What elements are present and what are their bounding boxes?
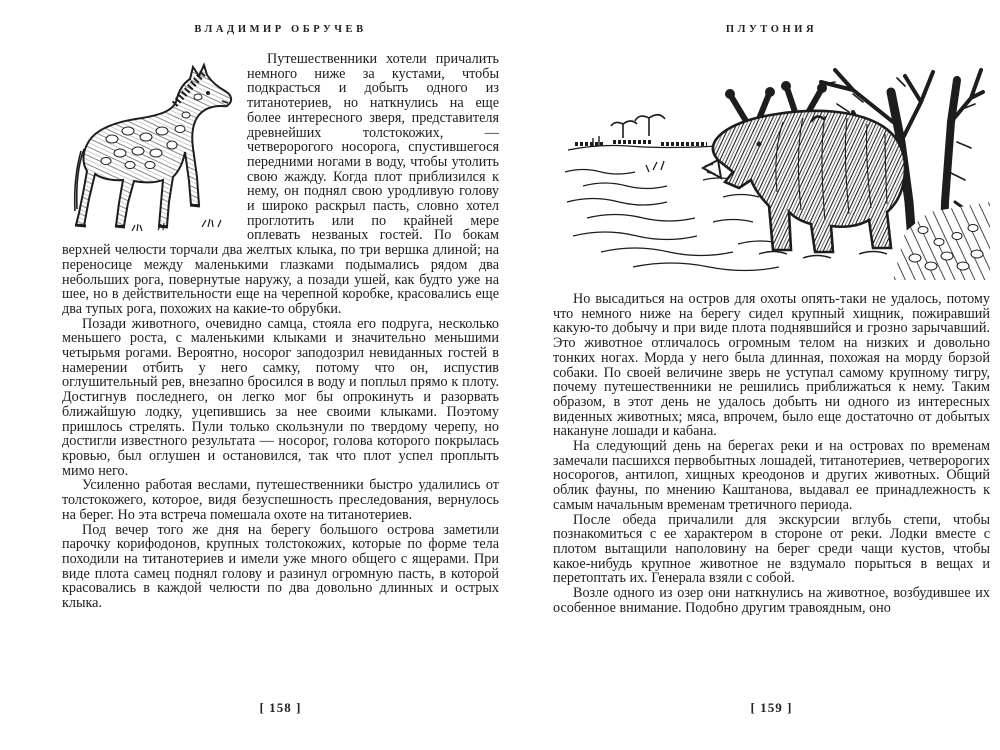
paragraph: Но высадиться на остров для охоты опять-таки не удалось, потому что немного ниже на берегу сидел крупный хищник, пожиравший какую-то добычу и при виде плота поднявшийся и грозно зарычавший. Это животное отличалось огромным телом на низких и довольно тонких ногах. Морда у него была длинная, похожая на морду борзой собаки. По своей величине зверь не уступал самому крупному тигру, почему путешественники не решились приближаться к нему. Таким образом, в этот день не удалось добыть ни одного из интересных виденных животных; мяса, впрочем, было еще достаточно от добытых накануне лошади и кабана.	[553, 291, 990, 440]
paragraph: Усиленно работая веслами, путешественники быстро удалились от толстокожего, которое, видя безуспешность преследования, вернулось на берег. Но эта встреча помешала охоте на титанотериев.	[62, 477, 499, 523]
paragraph: Путешественники хотели причалить немного ниже за кустами, чтобы подкрасться и добыть одного из титанотериев, но наткнулись на еще более интересного зверя, представителя древнейших толстокожих, — четверорогого носорога, спустившегося передними ногами в воду, чтобы утолить свою жажду. Когда плот приблизился к нему, он поднял свою уродливую голову и широко раскрыл пасть, словно хотел проглотить или по крайней мере оплевать незваных гостей. По бокам верхней челюсти торчали два желтых клыка, по три вершка длиной; на переносице между маленькими глазками подымались рядом два небольших рога, повернутые наружу, а позади ушей, как будто уже на шее, но в действительности еще на черепной коробке, красовались еще два тупых рога, похожих на какие-то обрубки.	[62, 51, 499, 317]
running-header-title: ПЛУТОНИЯ	[725, 24, 818, 35]
paragraph: После обеда причалили для экскурсии вглубь степи, чтобы познакомиться с ее характером в стороне от реки. Лодки вместе с плотом вытащили наполовину на берег среди чащи кустов, чтобы какое-нибудь крупное животное не вздумало порыться в вещах и перетоптать их. Генерала взяли с собой.	[553, 511, 990, 587]
rhinoceros-illustration	[553, 52, 990, 280]
horse-illustration	[62, 53, 238, 235]
page-number-left: [ 158 ]	[259, 700, 302, 715]
running-header-author: ВЛАДИМИР ОБРУЧЕВ	[194, 24, 367, 35]
paragraph: На следующий день на берегах реки и на островах по временам замечали пасшихся первобытных лошадей, титанотериев, четверорогих носорогов, антилоп, хищных креодонов и других животных. Общий облик фауны, по мнению Каштанова, выдавал ее принадлежность к самым начальным временам третичного периода.	[553, 438, 990, 513]
page-number-right: [ 159 ]	[750, 700, 793, 715]
paragraph: Возле одного из озер они наткнулись на животное, возбудившее их особенное внимание. Подобно другим травоядным, оно	[553, 585, 990, 616]
right-text-block	[553, 292, 990, 615]
left-text-block	[62, 52, 499, 611]
page-159	[500, 0, 1000, 750]
paragraph: Позади животного, очевидно самца, стояла его подруга, несколько меньшего роста, с маленькими клыками и значительно меньшими четырьмя рогами. Вероятно, носорог заподозрил невиданных гостей в намерении отбить у него самку, потому что он, испустив оглушительный рев, внезапно бросился в воду и поплыл прямо к плоту. Достигнув последнего, он легко мог бы опрокинуть и разорвать ближайшую лодку, уцепившись за нее своими клыками. Поэтому пришлось стрелять. Пули только скользнули по твердому черепу, но достигли известного результата — носорог, голова которого покрылась кровью, был оглушен и остановился, так что плот успел проплыть мимо него.	[62, 315, 499, 479]
paragraph: Под вечер того же дня на берегу большого острова заметили парочку корифодонов, крупных толстокожих, которые по форме тела походили на титанотериев и имели уже много общего с ящерами. При виде плота самец поднял голову и разинул огромную пасть, в которой красовались в каждой челюсти по два довольно длинных и острых клыка.	[62, 521, 499, 612]
